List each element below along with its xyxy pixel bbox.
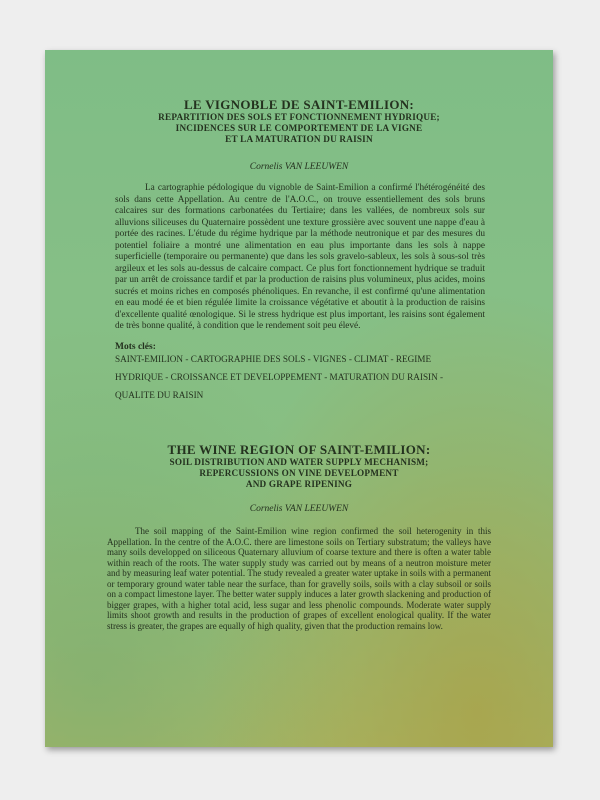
en-subtitle-line: REPERCUSSIONS ON VINE DEVELOPMENT: [199, 468, 399, 478]
fr-subtitle-line: ET LA MATURATION DU RAISIN: [225, 134, 373, 144]
fr-subtitle-line: REPARTITION DES SOLS ET FONCTIONNEMENT HYDRIQUE;: [158, 112, 440, 122]
fr-subtitle: [45, 112, 553, 145]
en-subtitle: [45, 457, 553, 490]
en-abstract: The soil mapping of the Saint-Emilion wine region confirmed the soil heterogenity in this Appellation. In the centre of the A.O.C. there are limestone soils on Tertiary substratum; the valleys have many soils developped on siliceous Quaternary alluvium of coarse texture and there is often a water table within reach of the roots. The water supply study was carried out by means of a neutron moisture meter and by measuring leaf water potential. The study revealed a greater water uptake in soils with a permanent or temporary ground water table near the surface, than for gravelly soils, soils with a clay subsoil or soils on a compact limestone layer. The better water supply induces a later growth slackening and production of bigger grapes, with a higher total acid, less sugar and less phenolic compounds. Moderate water supply limits shoot growth and results in the production of grapes of excellent enological quality. If the water stress is greater, the grapes are equally of high quality, given that the production remains low.: [107, 526, 491, 631]
document-cover: [45, 50, 553, 747]
fr-subtitle-line: INCIDENCES SUR LE COMPORTEMENT DE LA VIGNE: [175, 123, 423, 133]
en-subtitle-line: AND GRAPE RIPENING: [245, 479, 353, 489]
en-author: Cornelis VAN LEEUWEN: [249, 504, 349, 514]
fr-keywords-line: SAINT-EMILION - CARTOGRAPHIE DES SOLS - VIGNES - CLIMAT - REGIME: [115, 354, 432, 364]
fr-abstract: La cartographie pédologique du vignoble de Saint-Emilion a confirmé l'hétérogénéité des sols dans cette Appellation. Au centre de l'A.O.C., on trouve essentiellement des sols bruns calcaires sur des formations carbonatées du Tertiaire; dans les vallées, de nombreux sols sur alluvions siliceuses du Quaternaire possèdent une texture grossière avec souvent une nappe d'eau à portée des racines. L'étude du régime hydrique par la méthode neutronique et par des mesures du potentiel foliaire a montré une alimentation en eau plus importante dans les sols à nappe superficielle (temporaire ou permanente) que dans les sols gravelo-sableux, les sols à sous-sol très argileux et les sols au-dessus de calcaire compact. Ce plus fort fonctionnement hydrique se traduit par un arrêt de croissance tardif et par la production de raisins plus volumineux, plus acides, moins sucrés et moins riches en composés phénoliques. En revanche, il est confirmé qu'une alimentation en eau modé ée et bien régulée limite la croissance végétative et aboutit à la production de raisins d'excellente qualité œnologique. Si le stress hydrique est plus important, les raisins sont également de très bonne qualité, à condition que le rendement soit peu élevé.: [115, 183, 485, 331]
fr-keywords-line: HYDRIQUE - CROISSANCE ET DEVELOPPEMENT - MATURATION DU RAISIN -: [115, 372, 444, 382]
en-title: THE WINE REGION OF SAINT-EMILION:: [167, 442, 431, 457]
fr-title: LE VIGNOBLE DE SAINT-EMILION:: [183, 97, 415, 112]
fr-keywords-title: Mots clés:: [115, 342, 156, 352]
fr-keywords-line: QUALITE DU RAISIN: [115, 390, 204, 400]
fr-author: Cornelis VAN LEEUWEN: [249, 162, 349, 172]
en-subtitle-line: SOIL DISTRIBUTION AND WATER SUPPLY MECHANISM;: [169, 457, 429, 467]
